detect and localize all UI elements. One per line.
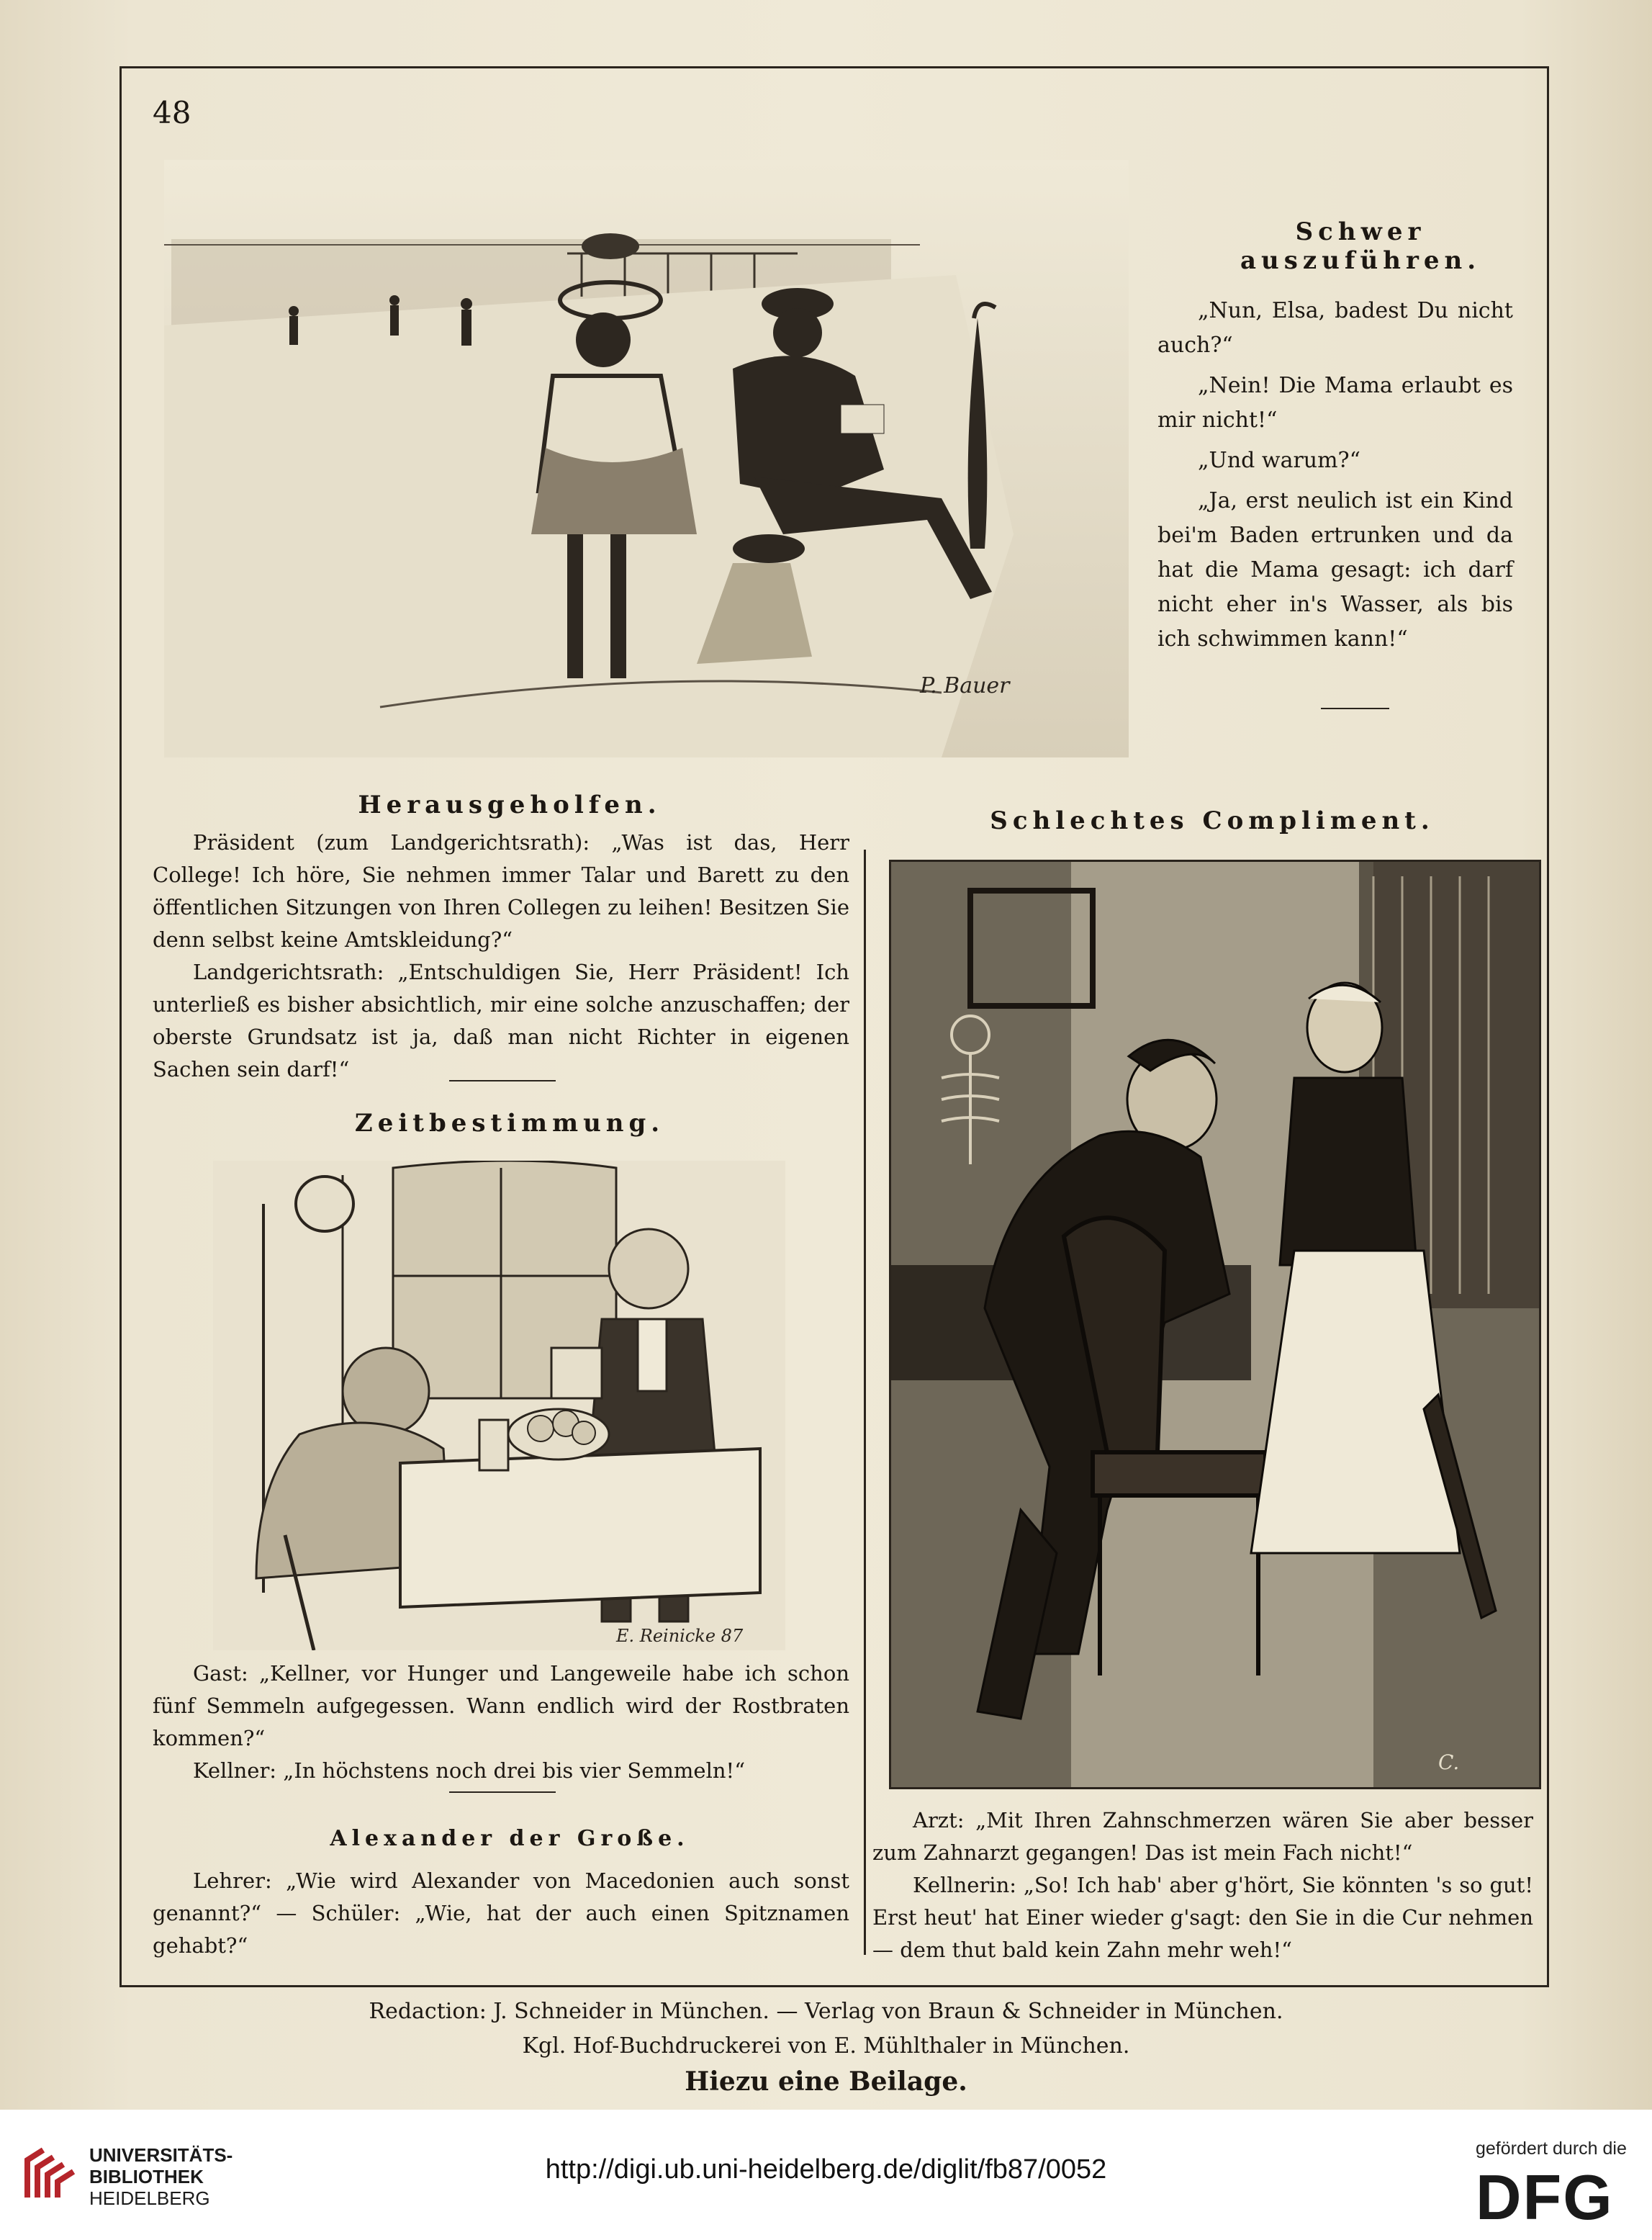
title-herausgeholfen: Herausgeholfen. — [358, 791, 662, 819]
paragraph: Lehrer: „Wie wird Alexander von Macedonien auch sonst genannt?“ — Schüler: „Wie, hat der auch einen Spitznamen gehabt?“ — [153, 1868, 849, 1958]
divider — [449, 1791, 556, 1793]
divider — [449, 1080, 556, 1081]
paragraph: „Nein! Die Mama erlaubt es mir nicht!“ — [1157, 373, 1513, 433]
library-name-line: HEIDELBERG — [89, 2187, 210, 2209]
text-schwer — [1157, 294, 1513, 657]
title-compliment: Schlechtes Compliment. — [990, 806, 1435, 835]
text-alexander — [153, 1865, 849, 1962]
funding-label: gefördert durch die — [1476, 2138, 1627, 2159]
paragraph: Kellner: „In höchstens noch drei bis vier Semmeln!“ — [193, 1758, 746, 1783]
divider — [1321, 708, 1389, 709]
title-alexander: Alexander der Große. — [330, 1826, 690, 1851]
paragraph: Arzt: „Mit Ihren Zahnschmerzen wären Sie aber besser zum Zahnarzt gegangen! Das ist mein Fach nicht!“ — [872, 1808, 1533, 1865]
text-compliment — [872, 1804, 1533, 1966]
compliment-illustration — [889, 860, 1541, 1789]
artist-signature-icon: C. — [1438, 1750, 1460, 1774]
restaurant-illustration — [213, 1161, 785, 1650]
footer-line-3: Hiezu eine Beilage. — [685, 2066, 967, 2097]
text-zeitbestimmung — [153, 1657, 849, 1787]
artist-signature: P. Bauer — [920, 673, 1010, 698]
artist-signature: E. Reinicke 87 — [616, 1626, 744, 1646]
paragraph: Gast: „Kellner, vor Hunger und Langeweile habe ich schon fünf Semmeln aufgegessen. Wann endlich wird der Rostbraten kommen?“ — [153, 1661, 849, 1750]
library-name-line: UNIVERSITÄTS- — [89, 2144, 233, 2166]
beach-illustration — [164, 160, 1129, 757]
column-divider — [864, 850, 866, 1955]
library-name-line: BIBLIOTHEK — [89, 2166, 204, 2187]
paragraph: „Ja, erst neulich ist ein Kind bei'm Baden ertrunken und da hat die Mama gesagt: ich darf nicht eher in's Wasser, als bis ich schwimmen kann!“ — [1157, 488, 1513, 652]
title-schwer: Schwer auszuführen. — [1240, 217, 1481, 275]
title-zeitbestimmung: Zeitbestimmung. — [354, 1109, 665, 1138]
paragraph: „Und warum?“ — [1198, 448, 1360, 473]
paragraph: Kellnerin: „So! Ich hab' aber g'hört, Sie könnten 's so gut! Erst heut' hat Einer wieder g'sagt: den Sie in die Cur nehmen — dem thut bald kein Zahn mehr weh!“ — [872, 1873, 1533, 1962]
text-herausgeholfen — [153, 827, 849, 1086]
page-number: 48 — [153, 95, 191, 130]
paragraph: Präsident (zum Landgerichtsrath): „Was ist das, Herr College! Ich höre, Sie nehmen immer Talar und Barett zu den öffentlichen Sitzungen von Ihren Collegen zu leihen! Besitzen Sie denn selbst keine Amtskleidung?“ — [153, 830, 849, 952]
paragraph: Landgerichtsrath: „Entschuldigen Sie, Herr Präsident! Ich unterließ es bisher absichtlich, mir eine solche anzuschaffen; der oberste Grundsatz ist ja, daß man nicht Richter in eigenen Sachen sein darf!“ — [153, 960, 849, 1081]
digitization-bar — [0, 2110, 1652, 2240]
footer-line-2: Kgl. Hof-Buchdruckerei von E. Mühlthaler in München. — [522, 2033, 1130, 2059]
dfg-logo-icon: DFG — [1476, 2162, 1614, 2233]
footer-line-1: Redaction: J. Schneider in München. — Verlag von Braun & Schneider in München. — [369, 1999, 1283, 2024]
paragraph: „Nun, Elsa, badest Du nicht auch?“ — [1157, 298, 1513, 358]
source-url-link[interactable]: http://digi.ub.uni-heidelberg.de/diglit/fb87/0052 — [545, 2154, 1107, 2185]
